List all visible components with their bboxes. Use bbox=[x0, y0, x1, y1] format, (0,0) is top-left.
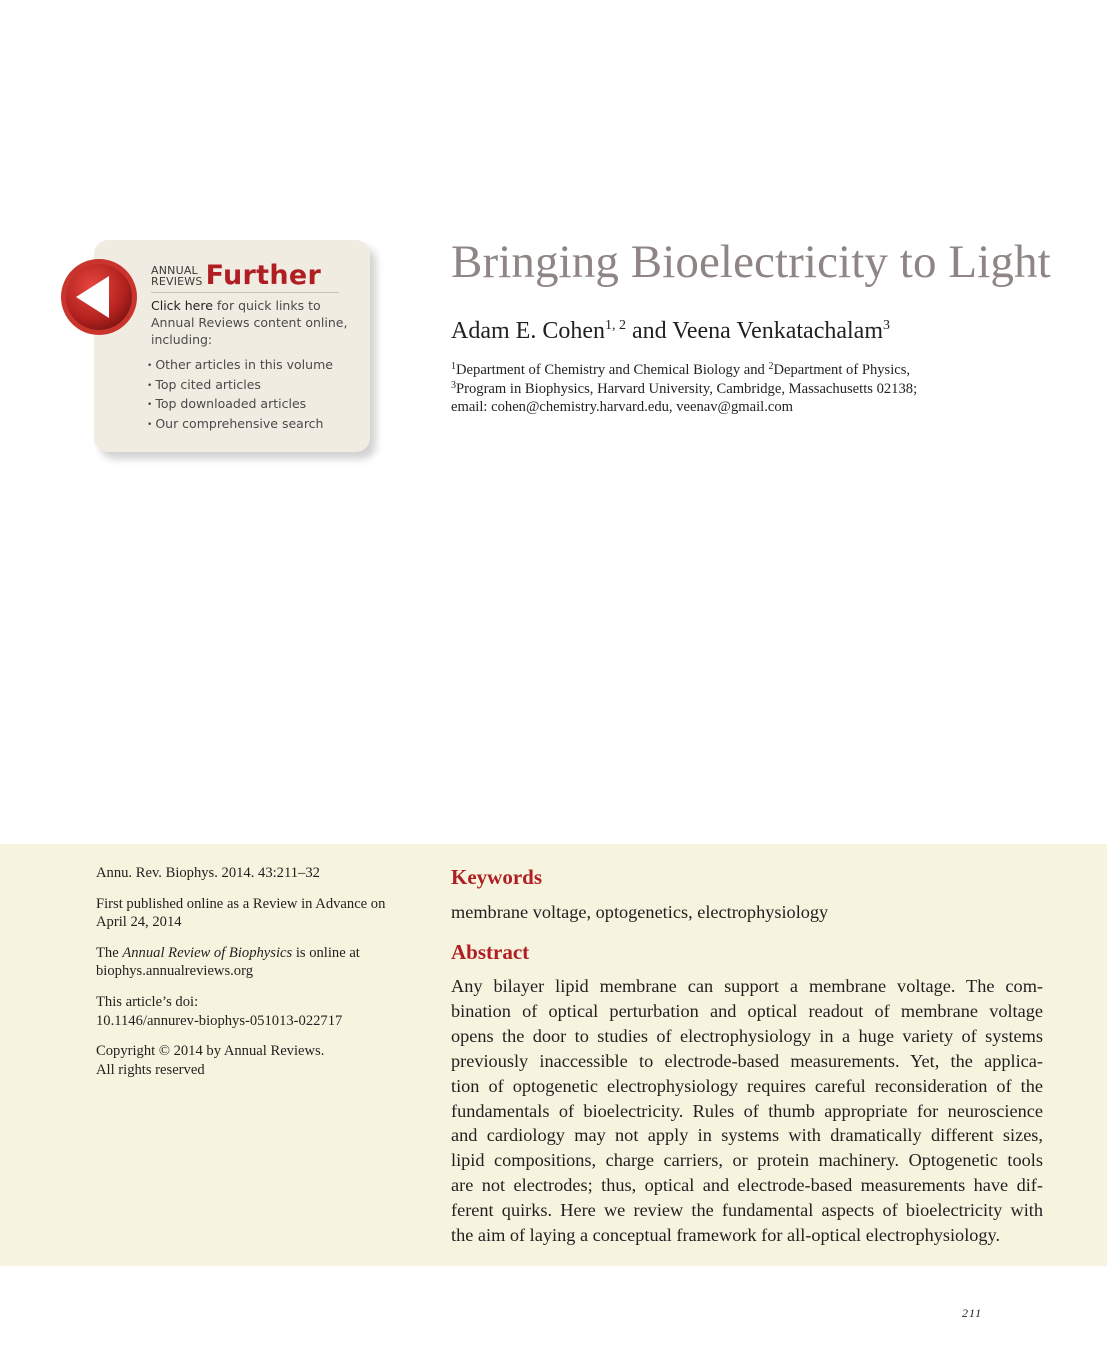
further-divider bbox=[151, 292, 339, 293]
abstract-line: opens the door to studies of electrophysiology in a huge variety of systems bbox=[451, 1025, 1043, 1046]
affil-physics: Department of Physics, bbox=[773, 362, 911, 378]
further-link-top-cited[interactable]: • Top cited articles bbox=[147, 376, 333, 396]
affil-sup-3: 3 bbox=[451, 379, 456, 391]
further-link-other-articles[interactable]: • Other articles in this volume bbox=[147, 356, 333, 376]
author-cohen-affil: 1, 2 bbox=[604, 318, 626, 333]
authors bbox=[451, 314, 890, 348]
abstract-line: previously inaccessible to electrode-based measurements. Yet, the applica- bbox=[451, 1050, 1043, 1071]
abstract-line: tion of optogenetic electrophysiology requires careful reconsideration of the bbox=[451, 1075, 1043, 1096]
page-number: 211 bbox=[962, 1306, 983, 1320]
abstract-text bbox=[451, 974, 1043, 1248]
doi-label: This article’s doi: bbox=[96, 993, 199, 1010]
doi-block bbox=[96, 993, 416, 1030]
copyright: Copyright © 2014 by Annual Reviews. All rights reserved bbox=[96, 1043, 325, 1078]
affil-biophysics: Program in Biophysics, Harvard University, Cambridge, Massachusetts 02138; bbox=[456, 380, 918, 397]
further-title: Further bbox=[205, 260, 322, 291]
abstract-line: fundamentals of bioelectricity. Rules of thumb appropriate for neuroscience bbox=[451, 1100, 1043, 1121]
click-here-link[interactable]: Click here bbox=[151, 298, 213, 313]
annual-reviews-mark: ANNUAL REVIEWS bbox=[151, 264, 203, 288]
affil-chemistry: Department of Chemistry and Chemical Biology and bbox=[456, 362, 769, 378]
affil-sup-2: 2 bbox=[768, 361, 774, 372]
keywords-heading: Keywords bbox=[451, 865, 542, 889]
author-cohen: Adam E. Cohen bbox=[451, 318, 605, 344]
author-venkatachalam-affil: 3 bbox=[883, 318, 890, 333]
abstract-line: lipid compositions, charge carriers, or protein machinery. Optogenetic tools bbox=[451, 1150, 1043, 1171]
further-link-top-downloaded[interactable]: • Top downloaded articles bbox=[147, 395, 333, 415]
affiliations bbox=[451, 361, 917, 417]
abstract-heading: Abstract bbox=[451, 940, 530, 964]
first-published: First published online as a Review in Advance on April 24, 2014 bbox=[96, 895, 386, 931]
affiliation-line-2 bbox=[451, 380, 917, 399]
keywords-text: membrane voltage, optogenetics, electrophysiology bbox=[451, 902, 829, 922]
further-link-search[interactable]: • Our comprehensive search bbox=[147, 415, 333, 435]
affiliation-line-1 bbox=[451, 361, 917, 380]
further-header bbox=[151, 262, 321, 290]
further-links bbox=[147, 356, 333, 434]
further-description bbox=[151, 297, 351, 348]
affil-sup-1: 1 bbox=[451, 361, 456, 372]
author-venkatachalam: Veena Venkatachalam bbox=[672, 318, 883, 344]
back-arrow-icon[interactable] bbox=[60, 257, 138, 337]
author-join: and bbox=[625, 318, 673, 344]
journal-name: Annual Review of Biophysics bbox=[122, 944, 293, 961]
doi-link[interactable]: 10.1146/annurev-biophys-051013-022717 bbox=[96, 1012, 343, 1029]
abstract-line: Any bilayer lipid membrane can support a membrane voltage. The com- bbox=[451, 976, 1043, 996]
journal-online: The Annual Review of Biophysics is online at biophys.annualreviews.org bbox=[96, 944, 364, 980]
article-title: Bringing Bioelectricity to Light bbox=[451, 236, 1051, 288]
abstract-line: are not electrodes; thus, optical and electrode-based measurements have dif- bbox=[451, 1175, 1043, 1196]
further-description-text: for quick links to Annual Reviews content online, including: bbox=[151, 298, 348, 347]
citation: Annu. Rev. Biophys. 2014. 43:211–32 bbox=[96, 865, 320, 881]
affiliation-email[interactable]: email: cohen@chemistry.harvard.edu, veenav@gmail.com bbox=[451, 399, 794, 415]
abstract-line: the aim of laying a conceptual framework for all-optical electrophysiology. bbox=[451, 1225, 1001, 1246]
article-meta bbox=[96, 864, 416, 1091]
abstract-line: bination of optical perturbation and optical readout of membrane voltage bbox=[451, 1000, 1043, 1021]
abstract-line: ferent quirks. Here we review the fundamental aspects of bioelectricity with bbox=[451, 1200, 1043, 1221]
abstract-line: and cardiology may not apply in systems with dramatically different sizes, bbox=[451, 1125, 1043, 1146]
